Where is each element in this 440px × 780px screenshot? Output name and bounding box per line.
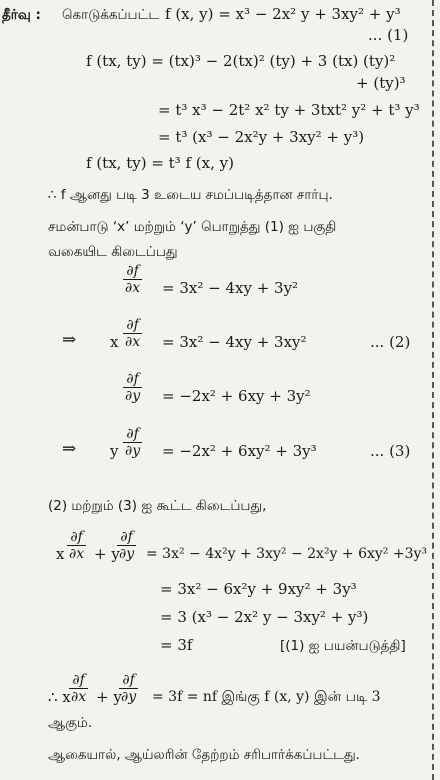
differentiate-statement: சமன்பாடு ‘x’ மற்றும் ‘y’ பொறுத்து (1) ஐ பகுதி bbox=[48, 219, 337, 235]
partial-fy-fraction bbox=[123, 371, 142, 404]
sum-fy-fraction bbox=[117, 529, 136, 562]
using-eq1-note: [(1) ஐ பயன்படுத்தி] bbox=[280, 638, 406, 654]
partial-fx-fraction bbox=[123, 263, 142, 296]
given-text: கொடுக்கப்பட்ட bbox=[62, 7, 160, 23]
partial-fx-result: = 3x² − 4xy + 3y² bbox=[162, 279, 299, 297]
conclusion-result: = 3f = nf இங்கு f (x, y) இன் படி 3 bbox=[152, 689, 381, 705]
fraction-denominator: ∂y bbox=[121, 689, 137, 705]
fraction-numerator: ∂f bbox=[123, 263, 142, 280]
multiplier-y: y bbox=[110, 442, 119, 460]
fraction-numerator: ∂f bbox=[117, 529, 136, 546]
y-partial-fy-result: = −2x² + 6xy² + 3y³ bbox=[162, 442, 317, 460]
fraction-denominator: ∂y bbox=[125, 388, 141, 404]
sum-result: = 3x² − 4x²y + 3xy² − 2x²y + 6xy² +3y³ bbox=[146, 546, 428, 562]
fraction-numerator: ∂f bbox=[123, 426, 142, 443]
fraction-denominator: ∂x bbox=[125, 280, 141, 296]
partial-fx-fraction-2 bbox=[123, 317, 142, 350]
sum-x: x bbox=[56, 545, 65, 563]
expansion-line: = t³ x³ − 2t² x² ty + 3txt² y² + t³ y³ bbox=[158, 101, 420, 119]
given-function: f (x, y) = x³ − 2x² y + 3xy² + y³ bbox=[165, 5, 401, 23]
fraction-numerator: ∂f bbox=[123, 317, 142, 334]
page-edge-dashes bbox=[432, 0, 434, 780]
partial-fy-fraction-2 bbox=[123, 426, 142, 459]
conclusion-x: ∴ x bbox=[48, 688, 71, 706]
implies-arrow-2: ⇒ bbox=[62, 439, 77, 459]
factored-line: = t³ (x³ − 2x²y + 3xy² + y³) bbox=[158, 128, 365, 146]
equation-number-2: ... (2) bbox=[370, 333, 411, 351]
equation-number-3: ... (3) bbox=[370, 442, 411, 460]
conclusion-fy-fraction bbox=[119, 672, 138, 705]
x-partial-fx-result: = 3x² − 4xy + 3xy² bbox=[162, 333, 307, 351]
sum-factored: = 3 (x³ − 2x² y − 3xy² + y³) bbox=[160, 608, 369, 626]
fraction-numerator: ∂f bbox=[67, 529, 86, 546]
differentiate-statement-2: வகையிட கிடைப்பது bbox=[48, 244, 178, 260]
fraction-denominator: ∂x bbox=[125, 334, 141, 350]
conclusion-end: ஆகும். bbox=[48, 715, 93, 731]
scaled-function-continuation: + (ty)³ bbox=[356, 74, 406, 92]
fraction-numerator: ∂f bbox=[123, 371, 142, 388]
sum-final: = 3f bbox=[160, 636, 193, 654]
fraction-denominator: ∂y bbox=[125, 443, 141, 459]
conclusion-plus-y: + y bbox=[96, 688, 122, 706]
sum-simplified: = 3x² − 6x²y + 9xy² + 3y³ bbox=[160, 580, 357, 598]
adding-statement: (2) மற்றும் (3) ஐ கூட்ட கிடைப்பது, bbox=[48, 498, 267, 514]
homogeneous-result: f (tx, ty) = t³ f (x, y) bbox=[86, 154, 234, 172]
equation-number-1: ... (1) bbox=[368, 26, 409, 44]
conclusion-fx-fraction bbox=[69, 672, 88, 705]
sum-fx-fraction bbox=[67, 529, 86, 562]
fraction-numerator: ∂f bbox=[119, 672, 138, 689]
sum-plus-y: + y bbox=[94, 545, 120, 563]
euler-verified-statement: ஆகையால், ஆய்லரின் தேற்றம் சரிபார்க்கப்பட்டது. bbox=[48, 747, 360, 763]
fraction-numerator: ∂f bbox=[69, 672, 88, 689]
solution-label: தீர்வு : bbox=[2, 7, 41, 23]
fraction-denominator: ∂x bbox=[69, 546, 85, 562]
degree-statement: ∴ f ஆனது படி 3 உடைய சமப்படித்தான சார்பு. bbox=[48, 187, 333, 203]
fraction-denominator: ∂y bbox=[119, 546, 135, 562]
multiplier-x: x bbox=[110, 333, 119, 351]
implies-arrow: ⇒ bbox=[62, 330, 77, 350]
partial-fy-result: = −2x² + 6xy + 3y² bbox=[162, 387, 311, 405]
scaled-function-line: f (tx, ty) = (tx)³ − 2(tx)² (ty) + 3 (tx) (ty)² bbox=[86, 52, 396, 70]
fraction-denominator: ∂x bbox=[71, 689, 87, 705]
